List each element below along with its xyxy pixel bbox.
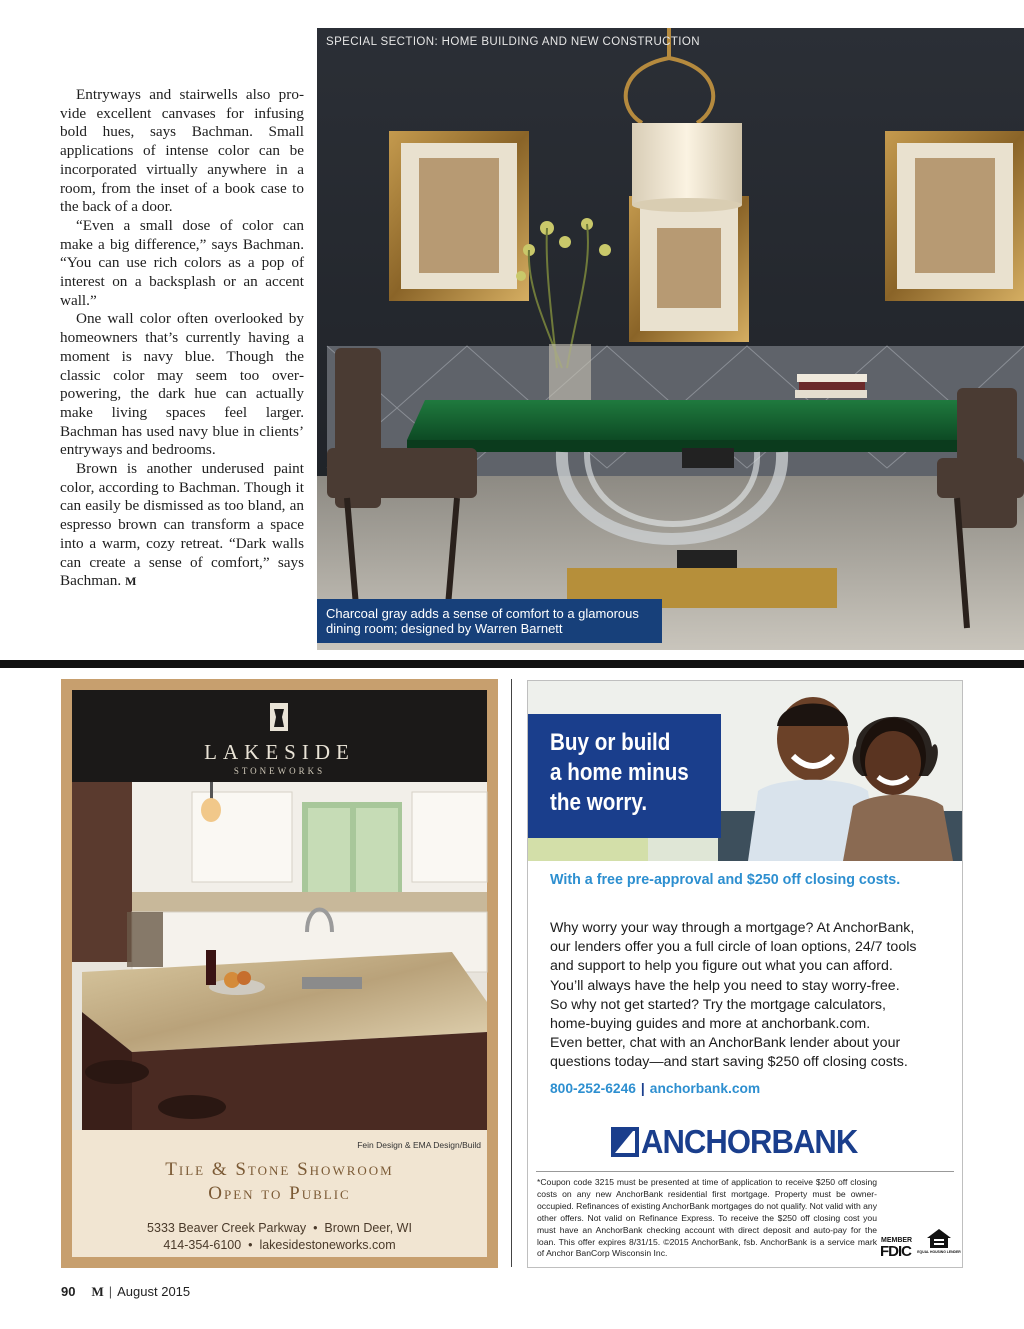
ad-body-line: Why worry your way through a mortgage? At AnchorBank,: [550, 920, 915, 936]
article-paragraph: One wall color often overlooked by homeowners that’s currently having a moment is navy blue. Though the classic color may seem too overpowering, the dark hue can actually make living spaces feel larger. Bachman has used navy blue in clients’ entryways and bedrooms.: [60, 310, 304, 459]
dining-room-photo: [317, 28, 1024, 650]
article-paragraph-last: [60, 460, 304, 591]
photo-credit: Fein Design & EMA Design/Build: [357, 1140, 481, 1150]
lakeside-brand-sub: STONEWORKS: [233, 766, 326, 776]
dining-room-illustration: [317, 28, 1024, 650]
ad-headline-line-1: Buy or build: [550, 729, 671, 756]
caption-line-2: dining room; designed by Warren Barnett: [326, 621, 563, 636]
section-label: SPECIAL SECTION: HOME BUILDING AND NEW CONSTRUCTION: [326, 36, 700, 48]
showroom-headline-line-1: Tile & Stone Showroom: [165, 1159, 394, 1180]
ad-headline: [550, 728, 722, 818]
equal-housing-lender-icon: [917, 1228, 961, 1258]
fdic-logo: FDIC: [880, 1243, 911, 1260]
showroom-headline-line-2: Open to Public: [208, 1183, 351, 1204]
fine-print: *Coupon code 3215 must be presented at time of application to receive $250 off closing costs on any new AnchorBank residential first mortgage. Property must be owner-occupied. Refinances of existing AnchorBank mortgages do not qualify. Not valid with any other offers. Not valid on Refinance Express. To receive the $250 off closing cost you must have an AnchorBank checking account with direct deposit and auto-pay for the loan. This offer expires 8/31/15. ©2015 AnchorBank, fsb. AnchorBank is a service mark of Anchor BanCorp Wisconsin Inc.: [537, 1177, 877, 1259]
ad-body-line: You’ll always have the help you need to stay worry-free.: [550, 977, 900, 994]
ad-body-line: home-buying guides and more at anchorbank.com.: [550, 1016, 871, 1033]
issue-date: August 2015: [117, 1284, 191, 1299]
contact-line: [550, 1081, 760, 1096]
fine-print-rule: [536, 1171, 954, 1172]
lakeside-address: [72, 1220, 487, 1254]
page-number: 90: [61, 1284, 76, 1299]
kitchen-photo: [72, 782, 487, 1130]
offer-tagline: With a free pre-approval and $250 off closing costs.: [550, 872, 901, 888]
lakeside-stoneworks-ad[interactable]: [61, 679, 498, 1268]
caption-line-1: Charcoal gray adds a sense of comfort to a glamorous: [326, 606, 639, 621]
magazine-mark: M: [91, 1284, 104, 1299]
anchorbank-logo-icon: [611, 1127, 639, 1157]
ehl-label: EQUAL HOUSING LENDER: [917, 1250, 961, 1254]
ad-body-line: and support to help you figure out what you can afford.: [550, 958, 893, 975]
page-folio: [61, 1284, 190, 1300]
showroom-headline: [72, 1158, 487, 1206]
ad-body-line: Even better, chat with an AnchorBank lender about your: [550, 1035, 901, 1052]
folio-separator: |: [108, 1284, 113, 1299]
ad-body-line: our lenders offer you a full circle of loan options, 24/7 tools: [550, 939, 917, 956]
article-paragraph-text: Brown is another underused paint color, according to Bachman. Though it can easily be dismissed as too bland, an espresso brown can transform a space into a warm, cozy retreat. “Dark walls can create a sense of comfort,” says Bachman.: [60, 460, 304, 590]
article-end-mark: M: [125, 574, 137, 589]
member-label: MEMBER: [881, 1237, 913, 1244]
ad-headline-line-3: the worry.: [550, 789, 648, 816]
lakeside-brand-name: LAKESIDE: [204, 740, 355, 764]
section-divider: [0, 660, 1024, 668]
headline-box: [528, 714, 721, 838]
ad-body-text: [550, 919, 950, 1073]
website-link[interactable]: anchorbank.com: [649, 1081, 761, 1096]
anchorbank-logo-text: ANCHORBANK: [641, 1123, 858, 1160]
photo-caption: [317, 599, 662, 643]
ad-headline-line-2: a home minus: [550, 759, 689, 786]
article-paragraph: Entryways and stairwells also provide excellent canvases for infusing bold hues, says Bachman. Small applications of intense color can be incorporated virtually anywhere in a room, from the inset of a book case to the back of a door.: [60, 86, 304, 216]
article-paragraph: “Even a small dose of color can make a big difference,” says Bachman. “You can use rich colors as a pop of interest on a backsplash or an accent wall.”: [60, 216, 304, 309]
ad-body-line: So why not get started? Try the mortgage calculators,: [550, 996, 886, 1013]
contact-separator: |: [640, 1081, 645, 1096]
anchorbank-ad[interactable]: [527, 680, 963, 1268]
lakeside-header: [72, 690, 487, 782]
lakeside-logo-icon: [268, 701, 290, 733]
lakeside-ad-inner: [72, 690, 487, 1257]
lakeside-footer: [72, 1130, 487, 1257]
phone-link[interactable]: 800-252-6246: [550, 1081, 636, 1096]
column-rule: [511, 679, 512, 1267]
lakeside-contact-line[interactable]: 414-354-6100 • lakesidestoneworks.com: [163, 1238, 396, 1252]
ad-body-line: questions today—and start saving $250 off closing costs.: [550, 1054, 908, 1071]
lakeside-address-line-1: 5333 Beaver Creek Parkway • Brown Deer, WI: [147, 1221, 412, 1235]
article-text-column: [60, 86, 304, 591]
